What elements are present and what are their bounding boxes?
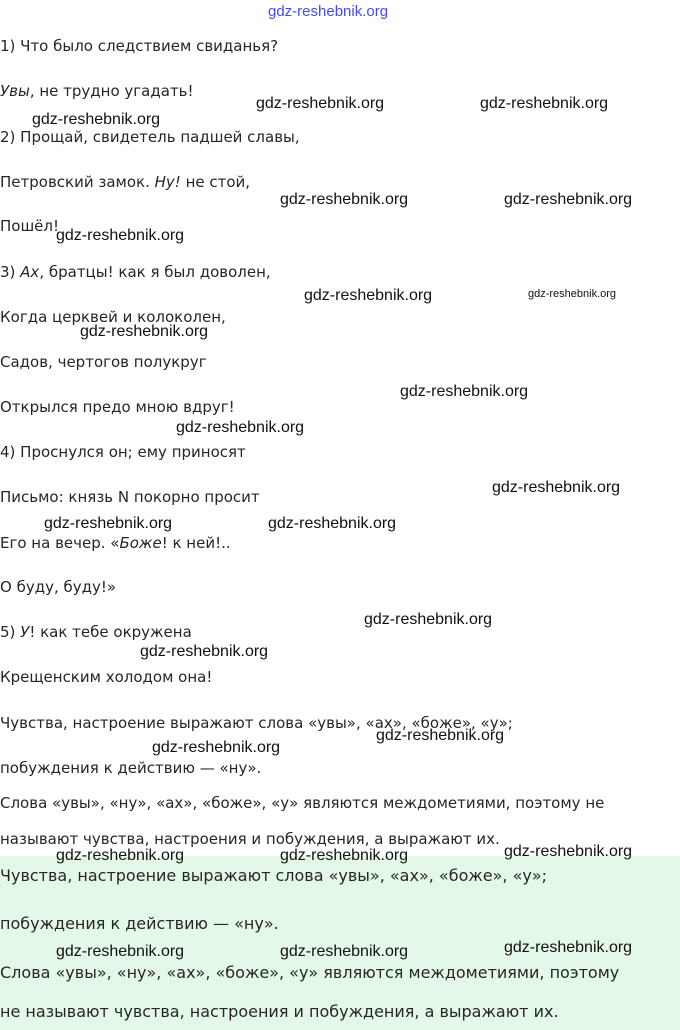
answer-line: побуждения к действию — «ну». bbox=[0, 914, 279, 933]
watermark: gdz-reshebnik.org bbox=[80, 323, 209, 340]
watermark: gdz-reshebnik.org bbox=[400, 383, 529, 400]
watermark: gdz-reshebnik.org bbox=[56, 943, 185, 960]
text-line: Письмо: князь N покорно просит bbox=[0, 488, 260, 506]
watermark: gdz-reshebnik.org bbox=[504, 843, 633, 860]
watermark: gdz-reshebnik.org bbox=[528, 288, 617, 300]
watermark: gdz-reshebnik.org bbox=[152, 739, 281, 756]
answer-line: Чувства, настроение выражают слова «увы», «ах», «боже», «у»; bbox=[0, 866, 548, 885]
watermark: gdz-reshebnik.org bbox=[504, 939, 633, 956]
text-line: Когда церквей и колоколен, bbox=[0, 308, 226, 326]
text-line: Чувства, настроение выражают слова «увы», «ах», «боже», «у»; bbox=[0, 714, 513, 732]
watermark: gdz-reshebnik.org bbox=[56, 847, 185, 864]
text-line: 5) У! как тебе окружена bbox=[0, 623, 192, 641]
text-line: 4) Проснулся он; ему приносят bbox=[0, 443, 246, 461]
text-line: Крещенским холодом она! bbox=[0, 668, 213, 686]
watermark: gdz-reshebnik.org bbox=[376, 727, 505, 744]
text-line: называют чувства, настроения и побуждения, а выражают их. bbox=[0, 830, 500, 848]
watermark: gdz-reshebnik.org bbox=[256, 95, 385, 112]
text-line: Петровский замок. Ну! не стой, bbox=[0, 173, 251, 191]
watermark: gdz-reshebnik.org bbox=[56, 227, 185, 244]
watermark: gdz-reshebnik.org bbox=[364, 611, 493, 628]
text-line: побуждения к действию — «ну». bbox=[0, 759, 262, 777]
text-line: Увы, не трудно угадать! bbox=[0, 82, 194, 100]
answer-line: не называют чувства, настроения и побуждения, а выражают их. bbox=[0, 1002, 559, 1021]
answer-line: Слова «увы», «ну», «ах», «боже», «у» являются междометиями, поэтому bbox=[0, 963, 620, 982]
text-line: Его на вечер. «Боже! к ней!.. bbox=[0, 534, 231, 552]
watermark: gdz-reshebnik.org bbox=[280, 943, 409, 960]
text-line: 2) Прощай, свидетель падшей славы, bbox=[0, 128, 300, 146]
text-line: Слова «увы», «ну», «ах», «боже», «у» являются междометиями, поэтому не bbox=[0, 794, 605, 812]
watermark: gdz-reshebnik.org bbox=[268, 515, 397, 532]
watermark: gdz-reshebnik.org bbox=[140, 643, 269, 660]
watermark: gdz-reshebnik.org bbox=[492, 479, 621, 496]
text-line: Открылся предо мною вдруг! bbox=[0, 398, 235, 416]
watermark: gdz-reshebnik.org bbox=[304, 287, 433, 304]
watermark: gdz-reshebnik.org bbox=[176, 419, 305, 436]
text-line: 3) Ах, братцы! как я был доволен, bbox=[0, 263, 271, 281]
watermark: gdz-reshebnik.org bbox=[32, 111, 161, 128]
text-line: 1) Что было следствием свиданья? bbox=[0, 37, 279, 55]
watermark: gdz-reshebnik.org bbox=[480, 95, 609, 112]
watermark: gdz-reshebnik.org bbox=[44, 515, 173, 532]
text-line: Пошёл! bbox=[0, 217, 60, 235]
watermark-top: gdz-reshebnik.org bbox=[268, 3, 389, 20]
watermark: gdz-reshebnik.org bbox=[280, 847, 409, 864]
watermark: gdz-reshebnik.org bbox=[280, 191, 409, 208]
text-line: О буду, буду!» bbox=[0, 578, 117, 596]
text-line: Садов, чертогов полукруг bbox=[0, 353, 207, 371]
watermark: gdz-reshebnik.org bbox=[504, 191, 633, 208]
